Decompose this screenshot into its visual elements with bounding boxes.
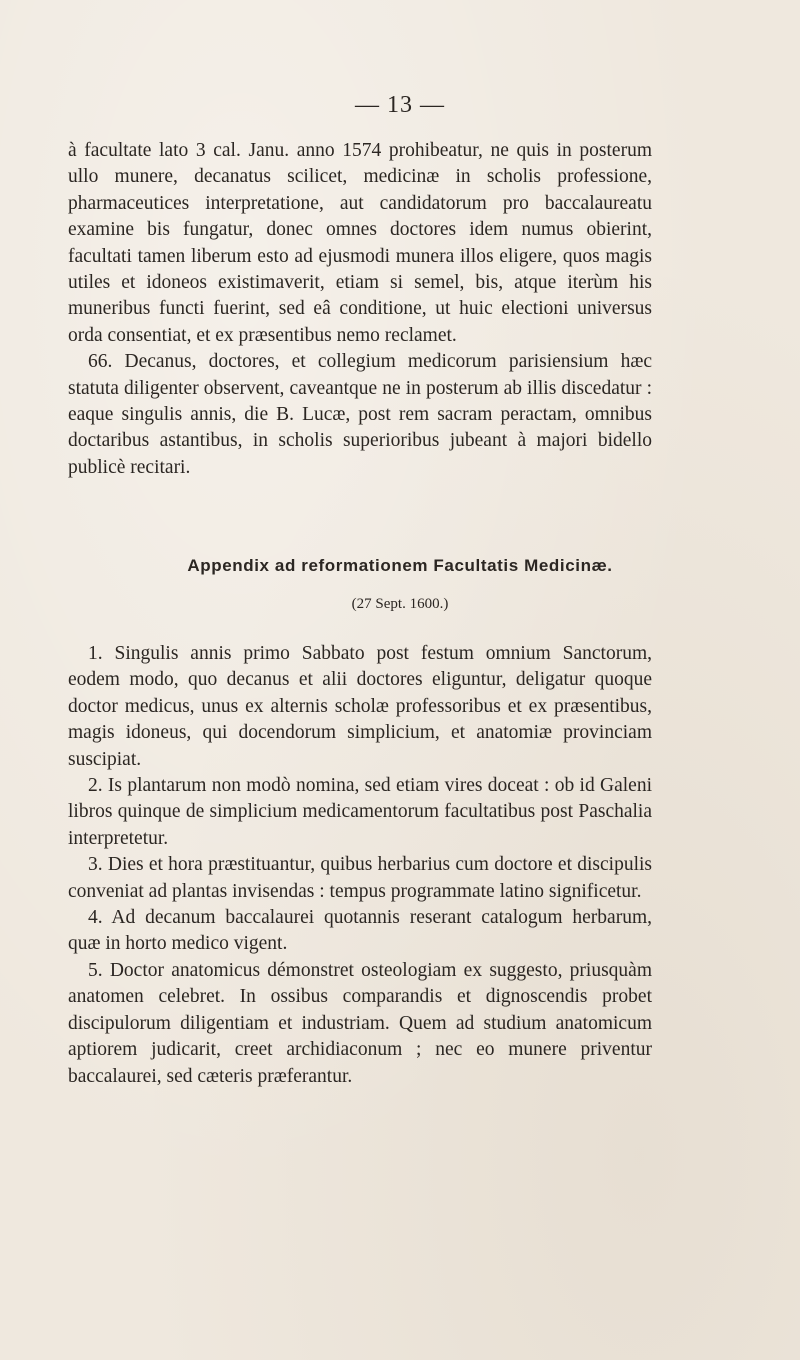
appendix-paragraph-4: 4. Ad decanum baccalaurei quotannis reserant catalogum herbarum, quæ in horto medico vigent.	[68, 907, 652, 955]
page-number: — 13 —	[355, 92, 445, 118]
statute-text-block	[68, 138, 652, 481]
paragraph-continuation: à facultate lato 3 cal. Janu. anno 1574 prohibeatur, ne quis in posterum ullo munere, decanatus scilicet, medicinæ in scholis professione, pharmaceutices interpretatione, aut candidatorum pro baccalaureatu examine bis fungatur, donec omnes doctores idem numus obierint, facultati tamen liberum esto ad ejusmodi munera illos eligere, quos magis utiles et idoneos existimaverit, etiam si semel, bis, atque iterùm his muneribus functi fuerint, sed eâ conditione, ut huic electioni universus orda consentiat, et ex præsentibus nemo reclamet.	[68, 140, 652, 346]
appendix-paragraph-2: 2. Is plantarum non modò nomina, sed etiam vires doceat : ob id Galeni libros quinque de simplicium medicamentorum facultatibus post Paschalia interpretetur.	[68, 775, 652, 849]
appendix-paragraph-5: 5. Doctor anatomicus démonstret osteologiam ex suggesto, priusquàm anatomen celebret. In ossibus comparandis et dignoscendis probet discipulorum diligentiam et industriam. Quem ad studium anatomicum aptiorem judicarit, creet archidiaconum ; nec eo munere priventur baccalaurei, sed cæteris præferantur.	[68, 959, 652, 1087]
appendix-date: (27 Sept. 1600.)	[351, 596, 449, 612]
appendix-title: Appendix ad reformationem Facultatis Medicinæ.	[187, 556, 613, 575]
appendix-paragraph-1: 1. Singulis annis primo Sabbato post festum omnium Sanctorum, eodem modo, quo decanus et alii doctores eliguntur, deligatur quoque doctor medicus, unus ex alternis scholæ professoribus et ex præsentibus, magis idoneus, qui docendorum simplicium, et anatomiæ provinciam suscipiat.	[68, 643, 652, 770]
appendix-paragraph-3: 3. Dies et hora præstituantur, quibus herbarius cum doctore et discipulis conveniat ad plantas invisendas : tempus programmate latino significetur.	[68, 854, 652, 902]
paragraph-66: 66. Decanus, doctores, et collegium medicorum parisiensium hæc statuta diligenter observent, caveantque ne in posterum ab illis discedatur : eaque singulis annis, die B. Lucæ, post rem sacram peractam, omnibus doctaribus astantibus, in scholis superioribus jubeant à majori bidello publicè recitari.	[68, 351, 652, 478]
appendix-text-block	[68, 641, 652, 1090]
